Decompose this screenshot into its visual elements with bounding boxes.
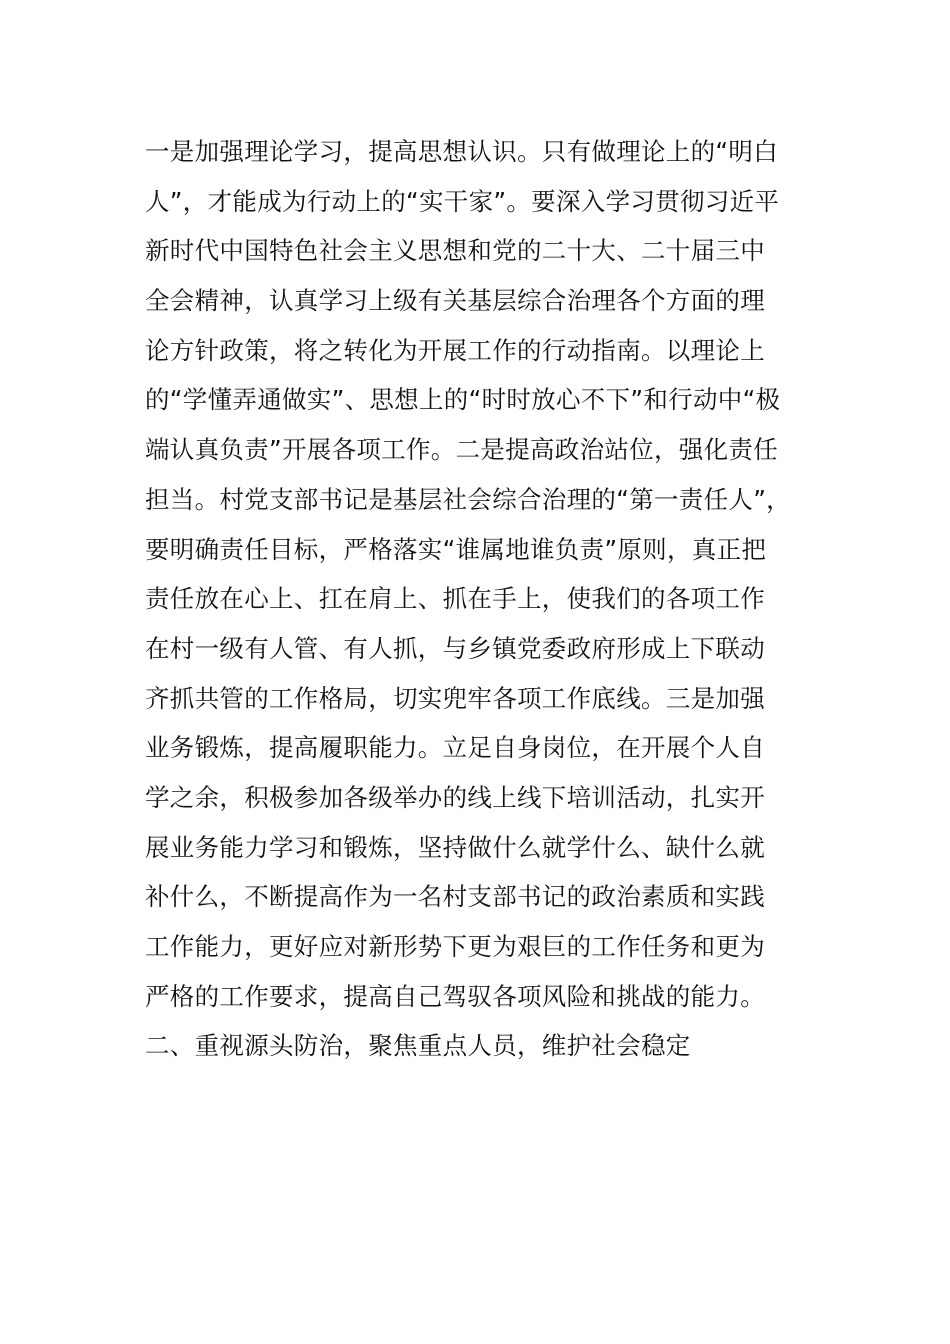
paragraph-line: 补什么，不断提高作为一名村支部书记的政治素质和实践 (145, 882, 765, 912)
paragraph-line: 责任放在心上、扛在肩上、抓在手上，使我们的各项工作 (145, 584, 765, 614)
section-heading: 二、重视源头防治，聚焦重点人员，维护社会稳定 (145, 1031, 691, 1061)
paragraph-line: 论方针政策，将之转化为开展工作的行动指南。以理论上 (145, 335, 765, 365)
paragraph-line: 新时代中国特色社会主义思想和党的二十大、二十届三中 (145, 236, 765, 266)
paragraph-line: 的“学懂弄通做实”、思想上的“时时放心不下”和行动中“极 (145, 385, 781, 415)
paragraph-line: 学之余，积极参加各级举办的线上线下培训活动，扎实开 (145, 782, 765, 812)
paragraph-line: 工作能力，更好应对新形势下更为艰巨的工作任务和更为 (145, 932, 765, 961)
paragraph-line: 展业务能力学习和锻炼，坚持做什么就学什么、缺什么就 (145, 832, 765, 862)
paragraph-line: 担当。村党支部书记是基层社会综合治理的“第一责任人”， (145, 484, 791, 514)
paragraph-line: 业务锻炼，提高履职能力。立足自身岗位，在开展个人自 (145, 733, 765, 763)
paragraph-line: 人”，才能成为行动上的“实干家”。要深入学习贯彻习近平 (145, 186, 780, 216)
paragraph-line: 严格的工作要求，提高自己驾驭各项风险和挑战的能力。 (145, 981, 765, 1011)
paragraph-line: 全会精神，认真学习上级有关基层综合治理各个方面的理 (145, 286, 765, 316)
body-text (145, 127, 845, 1071)
paragraph-line: 一是加强理论学习，提高思想认识。只有做理论上的“明白 (145, 137, 778, 166)
paragraph-line: 在村一级有人管、有人抓，与乡镇党委政府形成上下联动 (145, 633, 765, 663)
paragraph-line: 端认真负责”开展各项工作。二是提高政治站位，强化责任 (145, 435, 778, 465)
paragraph-line: 要明确责任目标，严格落实“谁属地谁负责”原则，真正把 (145, 534, 767, 564)
paragraph-line: 齐抓共管的工作格局，切实兜牢各项工作底线。三是加强 (145, 683, 765, 713)
